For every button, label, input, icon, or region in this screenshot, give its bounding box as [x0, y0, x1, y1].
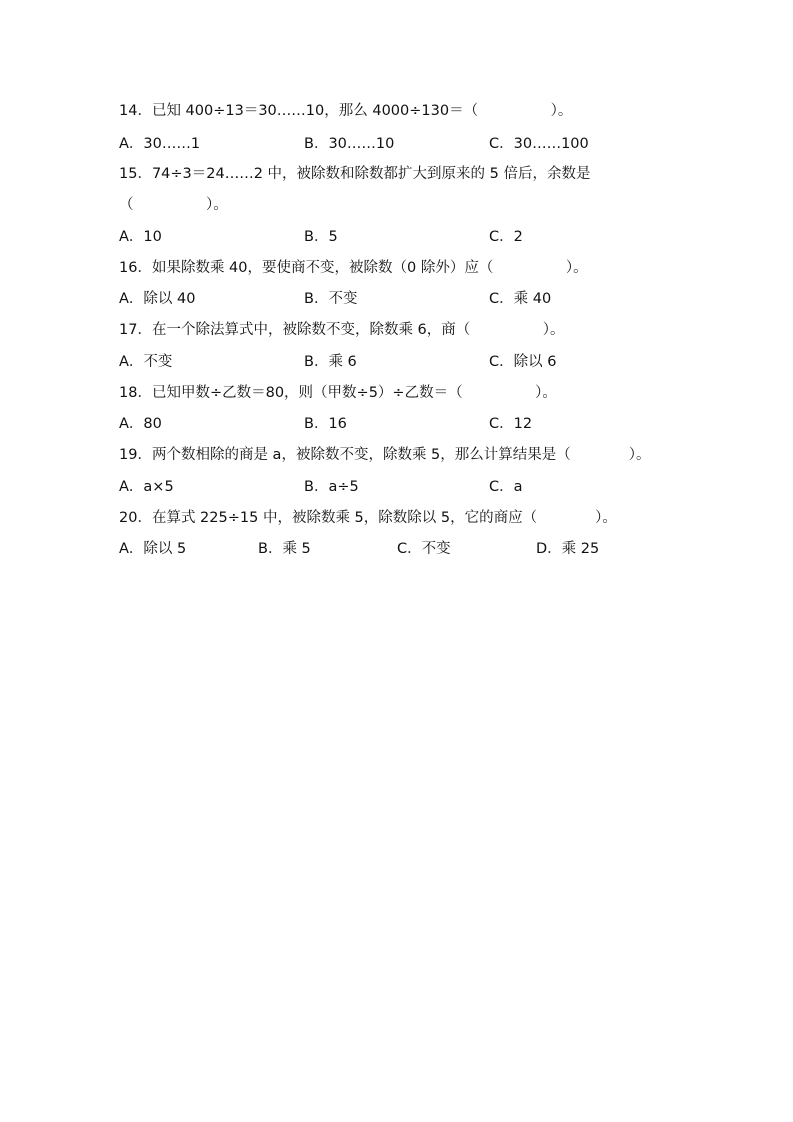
option-c: C．2 [489, 229, 523, 245]
option-a: A．80 [119, 416, 162, 432]
option-a: A．除以 5 [119, 541, 187, 557]
option-a: A．除以 40 [119, 291, 196, 307]
option-a: A．30……1 [119, 136, 201, 152]
option-c: C．30……100 [489, 136, 589, 152]
option-c: C．a [489, 479, 523, 495]
option-a: A．不变 [119, 354, 173, 370]
option-b: B．乘 5 [258, 541, 311, 557]
question-15-stem: 15．74÷3＝24……2 中，被除数和除数都扩大到原来的 5 倍后，余数是 [119, 166, 591, 182]
option-b: B．5 [304, 229, 338, 245]
question-16-options [119, 289, 719, 309]
question-18-options [119, 414, 719, 434]
question-15-options [119, 227, 719, 247]
question-17-stem: 17．在一个除法算式中，被除数不变，除数乘 6，商（ ）。 [119, 322, 565, 338]
question-14-options [119, 134, 719, 154]
option-c: C．12 [489, 416, 533, 432]
question-20-options [119, 539, 719, 559]
question-14-stem: 14．已知 400÷13＝30……10，那么 4000÷130＝（ ）。 [119, 103, 573, 119]
question-18-stem: 18．已知甲数÷乙数＝80，则（甲数÷5）÷乙数＝（ ）。 [119, 385, 557, 401]
option-a: A．a×5 [119, 479, 174, 495]
option-c: C．不变 [397, 541, 451, 557]
option-c: C．除以 6 [489, 354, 557, 370]
question-19-stem: 19．两个数相除的商是 a，被除数不变，除数乘 5，那么计算结果是（ ）。 [119, 447, 651, 463]
option-c: C．乘 40 [489, 291, 552, 307]
question-16-stem: 16．如果除数乘 40，要使商不变，被除数（0 除外）应（ ）。 [119, 260, 588, 276]
option-b: B．乘 6 [304, 354, 357, 370]
option-a: A．10 [119, 229, 162, 245]
option-d: D．乘 25 [536, 541, 600, 557]
question-20-stem: 20．在算式 225÷15 中，被除数乘 5，除数除以 5，它的商应（ ）。 [119, 510, 617, 526]
option-b: B．30……10 [304, 136, 395, 152]
option-b: B．a÷5 [304, 479, 359, 495]
option-b: B．16 [304, 416, 347, 432]
question-15-stem-cont: （ ）。 [119, 197, 228, 213]
option-b: B．不变 [304, 291, 358, 307]
question-17-options [119, 352, 719, 372]
question-19-options [119, 477, 719, 497]
